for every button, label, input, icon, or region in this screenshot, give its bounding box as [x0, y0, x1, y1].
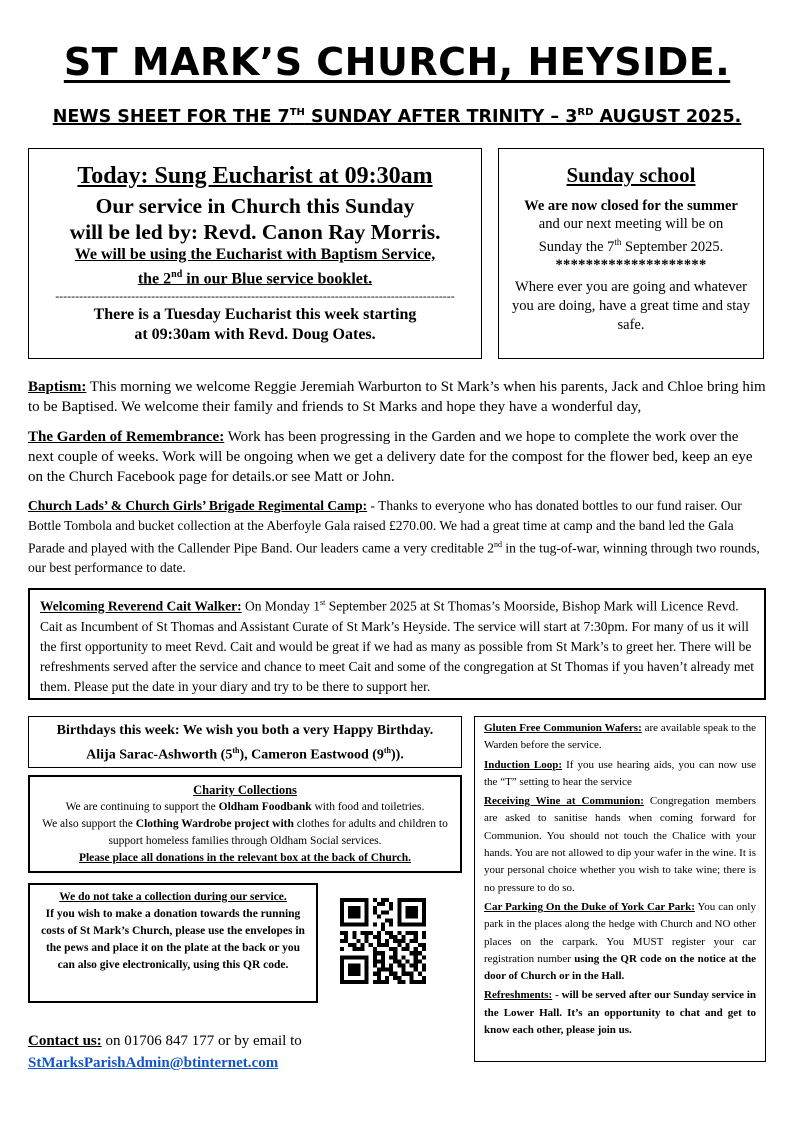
charity-heading: Charity Collections — [193, 783, 297, 797]
notice-induction-loop: Induction Loop: If you use hearing aids, you can now use the “T” setting to hear the service — [484, 758, 756, 788]
email-link[interactable]: StMarksParishAdmin@btinternet.com — [28, 1055, 279, 1071]
stars-divider: ******************** — [555, 256, 707, 273]
notice-refreshments: Refreshments: - will be served after our Sunday service in the Lower Hall. It’s an opportunity to chat and get to know each other, please join us. — [484, 989, 756, 1037]
page-title: ST MARK’S CHURCH, HEYSIDE. — [63, 40, 731, 84]
divider: ---------------------------------------------------------------------------------------------------- — [55, 291, 455, 302]
charity-line2: We also support the Clothing Wardrobe project with clothes for adults and children to support homeless families through Oldham Social services. — [42, 818, 448, 847]
tuesday-line1: There is a Tuesday Eucharist this week starting — [93, 306, 417, 324]
baptism-paragraph: Baptism: This morning we welcome Reggie Jeremiah Warburton to St Mark’s when his parents, Jack and Chloe bring him to be Baptised. We welcome their family and friends to St Marks and hope they have a wonderful day, — [28, 379, 766, 415]
tuesday-line2: at 09:30am with Revd. Doug Oates. — [134, 326, 376, 344]
service-box — [28, 148, 482, 359]
birthdays-line1: Birthdays this week: We wish you both a very Happy Birthday. — [56, 723, 434, 738]
garden-paragraph: The Garden of Remembrance: Work has been progressing in the Garden and we hope to complete the work over the next couple of weeks. Work will be ongoing when we get a delivery date for the compost for the flower bed, keep an eye on the Church Facebook page for details.or see Matt or John. — [28, 429, 753, 485]
notices-box — [474, 716, 766, 1062]
collection-text: If you wish to make a donation towards the running costs of St Mark’s Church, please use the envelopes in the pews and place it on the plate at the back or you can also give electronically, using this QR code. — [41, 908, 305, 971]
page-subtitle: NEWS SHEET FOR THE 7TH SUNDAY AFTER TRINITY – 3RD AUGUST 2025. — [52, 107, 742, 127]
birthdays-names: Alija Sarac-Ashworth (5th), Cameron Eastwood (9th)). — [86, 746, 404, 763]
notice-car-parking: Car Parking On the Duke of York Car Park: You can only park in the places along the hedge with Church and NO other places on the carpark. You MUST register your car registration number using the QR code on the notice at the door of Church or in the Hall. — [484, 900, 757, 983]
brigade-paragraph: Church Lads’ & Church Girls’ Brigade Regimental Camp: - Thanks to everyone who has donated bottles to our fund raiser. Our Bottle Tombola and bucket collection at the Aberfoyle Gala raised £270.00. We had a great time at camp and the band led the Gala Parade and played with the Callender Pipe Band. Our leaders came a very creditable 2nd in the tug-of-war, winning through two rounds, our best performance to date. — [28, 498, 760, 575]
welcome-box: Welcoming Reverend Cait Walker: On Monday 1st September 2025 at St Thomas’s Moorside, Bishop Mark will Licence Revd. Cait as Incumbent of St Thomas and Assistant Curate of St Mark’s Heyside. The service will start at 7:30pm. For many of us it will the first opportunity to meet Revd. Cait and would be great if we had as many as possible from St Mark’s to greet her. There will be refreshments served after the service and chance to meet Cait and some of the congregation at St Thomas if you haven’t already met them. Please put the date in your diary and try to be there to support her. — [28, 588, 766, 700]
notice-communion-wine: Receiving Wine at Communion: Congregation members are asked to sanitise hands when coming forward for Communion. You should not touch the Chalice with your hands. You are not allowed to dip your wafer in the wine. It is your personal choice whether you wish to take wine; there is no pressure to do so. — [484, 795, 756, 894]
sunday-school-date: Sunday the 7th September 2025. — [538, 237, 724, 255]
charity-line3: Please place all donations in the relevant box at the back of Church. — [78, 852, 412, 864]
donation-qr-code[interactable] — [340, 898, 426, 984]
booklet-line2: the 2nd in our Blue service booklet. — [137, 269, 373, 288]
sunday-school-box — [498, 148, 764, 359]
service-leader-line2: will be led by: Revd. Canon Ray Morris. — [69, 220, 441, 244]
notice-gluten-free: Gluten Free Communion Wafers: are available speak to the Warden before the service. — [484, 722, 756, 752]
birthdays-box — [28, 716, 462, 768]
collection-heading: We do not take a collection during our service. — [59, 891, 287, 903]
sunday-school-wish: Where ever you are going and whatever you are doing, have a great time and stay safe. — [512, 278, 750, 333]
service-leader-line1: Our service in Church this Sunday — [95, 194, 415, 218]
contact-section: Contact us: on 01706 847 177 or by email to StMarksParishAdmin@btinternet.com — [28, 1033, 302, 1071]
charity-line1: We are continuing to support the Oldham Foodbank with food and toiletries. — [65, 801, 425, 813]
sunday-school-heading: Sunday school — [566, 163, 696, 187]
collection-box — [28, 883, 318, 1003]
sunday-school-closed: We are now closed for the summer — [524, 198, 738, 214]
charity-box — [28, 775, 462, 873]
sunday-school-next: and our next meeting will be on — [538, 216, 724, 232]
today-service-heading: Today: Sung Eucharist at 09:30am — [77, 163, 433, 189]
booklet-line1: We will be using the Eucharist with Baptism Service, — [74, 246, 436, 263]
